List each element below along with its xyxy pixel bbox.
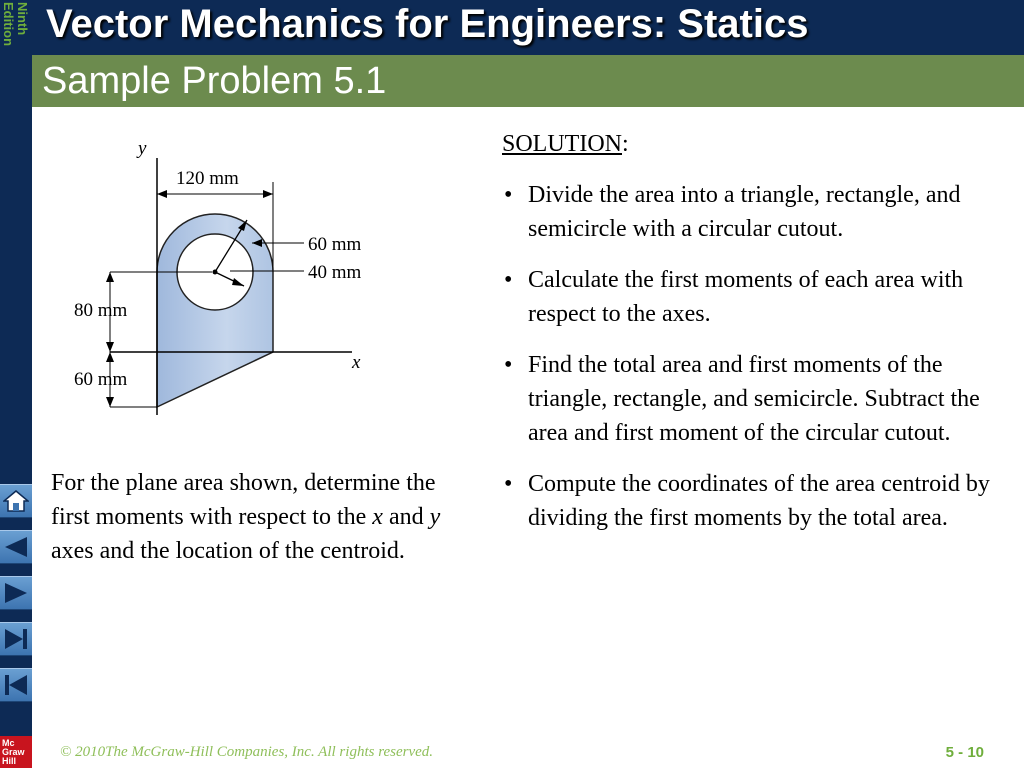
problem-text-part1: For the plane area shown, determine the first moments with respect to the	[51, 470, 436, 530]
dim-width-label: 120 mm	[176, 168, 239, 189]
page-number: 5 - 10	[945, 744, 984, 761]
solution-step: • Compute the coordinates of the area centroid by dividing the first moments by the total area.	[502, 467, 1007, 535]
problem-statement	[51, 466, 476, 568]
dim-height-lower-label: 60 mm	[74, 369, 128, 390]
edition-line2: Edition	[1, 2, 16, 47]
solution-step: • Calculate the first moments of each area with respect to the axes.	[502, 263, 1007, 331]
solution-heading-text: SOLUTION	[502, 131, 622, 157]
dim-height-upper-label: 80 mm	[74, 300, 128, 321]
y-axis-label: y	[138, 138, 147, 159]
mcgraw-hill-logo: Mc Graw Hill	[0, 736, 32, 768]
problem-x-var: x	[372, 504, 383, 530]
problem-y-var: y	[429, 504, 441, 530]
last-slide-button[interactable]	[0, 622, 32, 656]
skip-start-icon	[3, 673, 29, 697]
title-bar	[32, 0, 1024, 55]
edition-line1: Ninth	[15, 2, 30, 36]
problem-figure	[52, 130, 392, 420]
home-icon	[3, 489, 29, 513]
first-slide-button[interactable]	[0, 668, 32, 702]
next-button[interactable]	[0, 576, 32, 610]
slide-subtitle: Sample Problem 5.1	[42, 60, 387, 102]
triangle-right-icon	[3, 581, 29, 605]
edition-label	[0, 0, 32, 70]
solution-step: • Divide the area into a triangle, rectangle, and semicircle with a circular cutout.	[502, 178, 1007, 246]
page-title: Vector Mechanics for Engineers: Statics	[46, 2, 809, 46]
solution-heading-colon: :	[622, 131, 629, 157]
solution-heading	[502, 127, 1007, 161]
sidebar	[0, 0, 32, 768]
copyright-footer: © 2010The McGraw-Hill Companies, Inc. All rights reserved.	[60, 744, 434, 760]
solution-step: • Find the total area and first moments of the triangle, rectangle, and semicircle. Subtract the area and first moment of the circular cutout.	[502, 348, 1007, 450]
subtitle-bar	[32, 55, 1024, 107]
solution-steps	[502, 178, 1007, 535]
problem-text-part2: axes and the location of the centroid.	[51, 538, 405, 564]
triangle-left-icon	[3, 535, 29, 559]
dim-hole-radius-label: 40 mm	[308, 262, 362, 283]
problem-text-and: and	[382, 504, 430, 530]
home-button[interactable]	[0, 484, 32, 518]
x-axis-label: x	[352, 352, 361, 373]
solution-panel	[502, 127, 1007, 552]
skip-end-icon	[3, 627, 29, 651]
dim-outer-radius-label: 60 mm	[308, 234, 362, 255]
previous-button[interactable]	[0, 530, 32, 564]
